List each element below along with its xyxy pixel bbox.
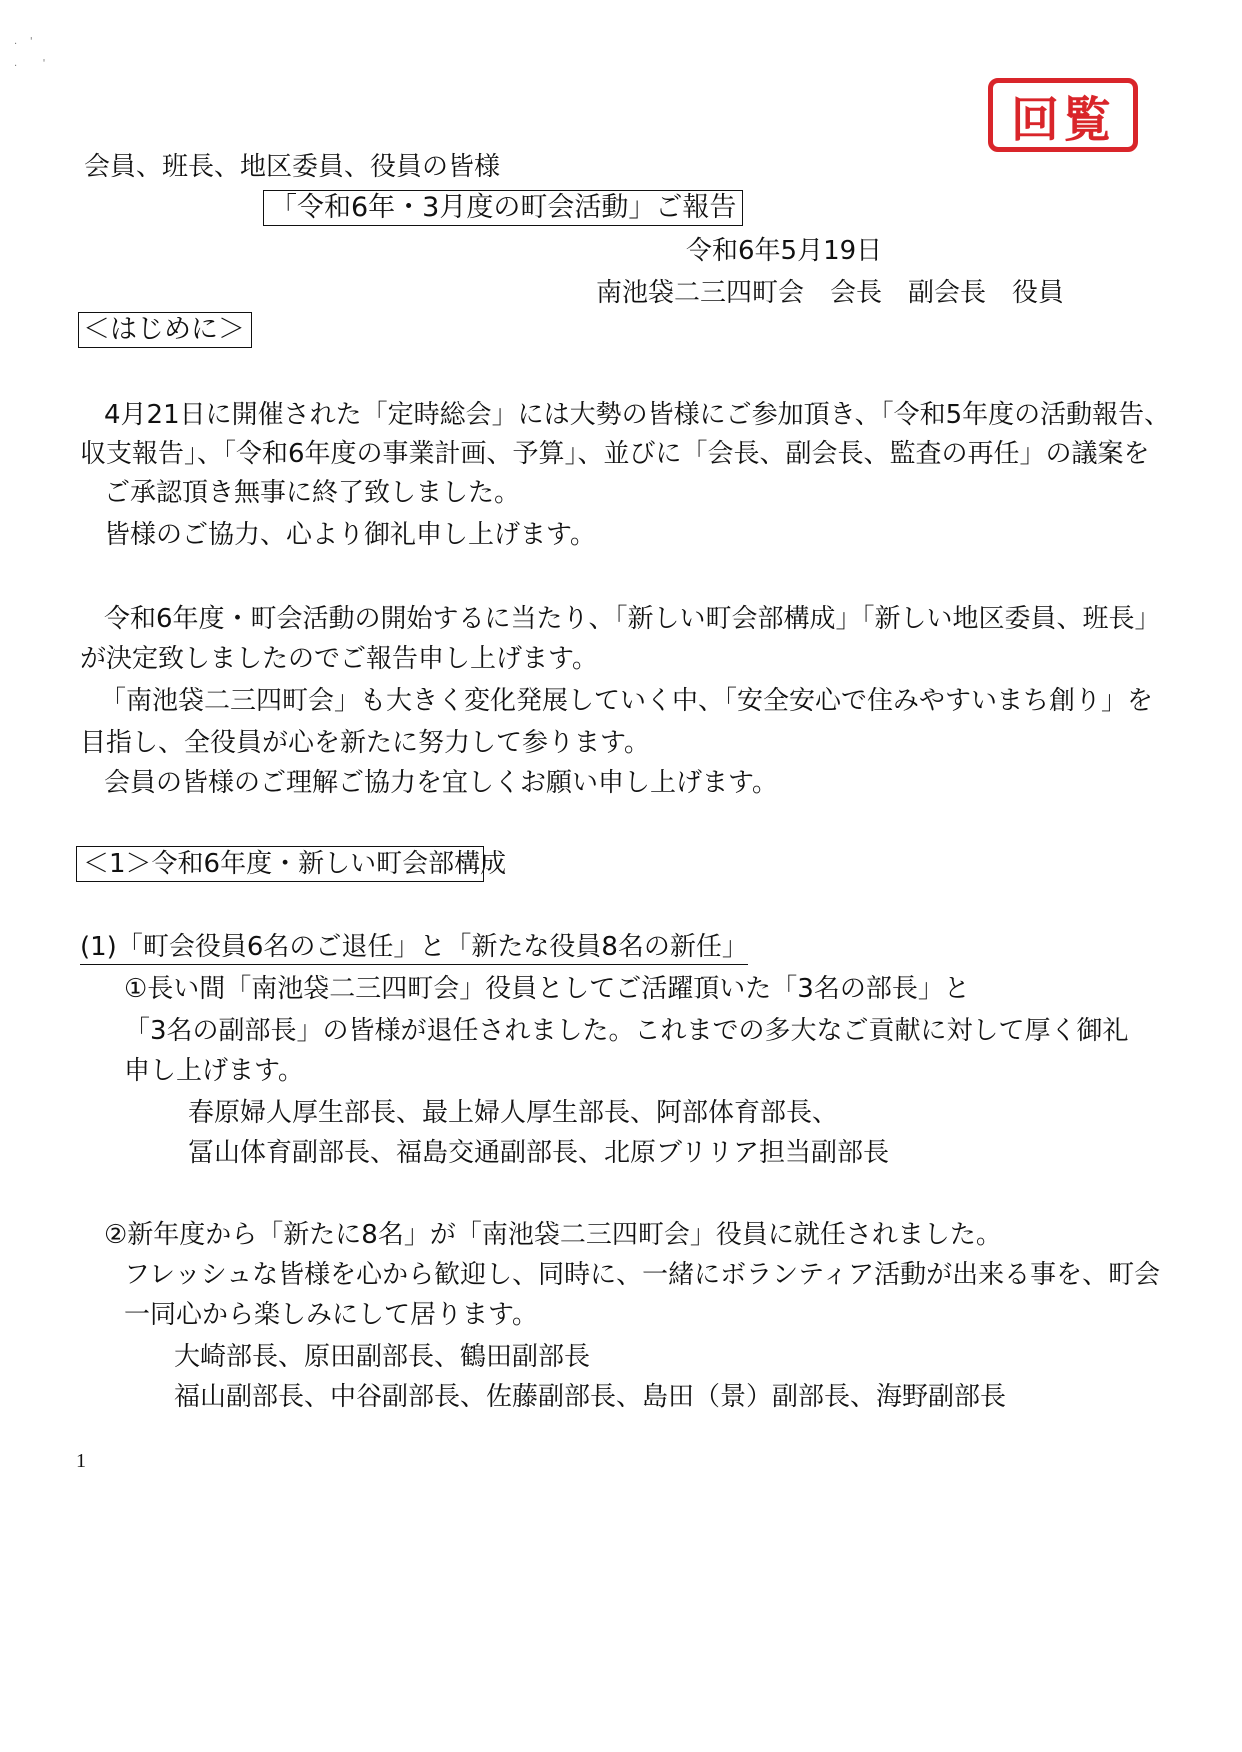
intro-line: 4月21日に開催された「定時総会」には大勢の皆様にご参加頂き、「令和5年度の活動報告、 bbox=[104, 400, 1171, 430]
item1-line: ①長い間「南池袋二三四町会」役員としてご活躍頂いた「3名の部長」と bbox=[124, 974, 970, 1004]
retired-names: 冨山体育副部長、福島交通副部長、北原ブリリア担当副部長 bbox=[188, 1138, 889, 1168]
intro-line: 「南池袋二三四町会」も大きく変化発展していく中、「安全安心で住みやすいまち創り」を bbox=[100, 686, 1154, 716]
kairan-stamp: 回覧 bbox=[988, 78, 1138, 152]
intro-heading: ＜はじめに＞ bbox=[78, 312, 252, 348]
new-officer-names: 大崎部長、原田副部長、鶴田副部長 bbox=[174, 1342, 591, 1372]
item2-line: ②新年度から「新たに8名」が「南池袋二三四町会」役員に就任されました。 bbox=[104, 1220, 1002, 1250]
intro-line: 皆様のご協力、心より御礼申し上げます。 bbox=[104, 520, 596, 550]
scan-specks: . ' . ' bbox=[14, 36, 46, 69]
intro-line: 会員の皆様のご理解ご協力を宜しくお願い申し上げます。 bbox=[104, 768, 778, 798]
recipients-line: 会員、班長、地区委員、役員の皆様 bbox=[84, 152, 501, 182]
intro-line: ご承認頂き無事に終了致しました。 bbox=[104, 478, 521, 508]
item2-line: フレッシュな皆様を心から歓迎し、同時に、一緒にボランティア活動が出来る事を、町会 bbox=[124, 1260, 1161, 1290]
new-officer-names: 福山副部長、中谷副部長、佐藤副部長、島田（景）副部長、海野副部長 bbox=[174, 1382, 1007, 1412]
item1-line: 申し上げます。 bbox=[124, 1056, 304, 1086]
retired-names: 春原婦人厚生部長、最上婦人厚生部長、阿部体育部長、 bbox=[188, 1098, 839, 1128]
page-number: 1 bbox=[76, 1450, 86, 1472]
intro-line: が決定致しましたのでご報告申し上げます。 bbox=[80, 644, 598, 674]
intro-line: 令和6年度・町会活動の開始するに当たり、「新しい町会部構成」「新しい地区委員、班長」 bbox=[104, 604, 1161, 634]
intro-line: 目指し、全役員が心を新たに努力して参ります。 bbox=[80, 728, 650, 758]
issue-date: 令和6年5月19日 bbox=[686, 236, 883, 266]
item2-line: 一同心から楽しみにして居ります。 bbox=[124, 1300, 538, 1330]
item1-line: 「3名の副部長」の皆様が退任されました。これまでの多大なご貢献に対して厚く御礼 bbox=[124, 1016, 1129, 1046]
sender-line: 南池袋二三四町会 会長 副会長 役員 bbox=[596, 278, 1065, 308]
intro-line: 収支報告」、「令和6年度の事業計画、予算」、並びに「会長、副会長、監査の再任」の議案を bbox=[80, 439, 1150, 469]
section1-heading: ＜1＞令和6年度・新しい町会部構成 bbox=[76, 846, 484, 882]
sub1-heading: (1)「町会役員6名のご退任」と「新たな役員8名の新任」 bbox=[80, 930, 748, 965]
document-title: 「令和6年・3月度の町会活動」ご報告 bbox=[263, 190, 743, 226]
